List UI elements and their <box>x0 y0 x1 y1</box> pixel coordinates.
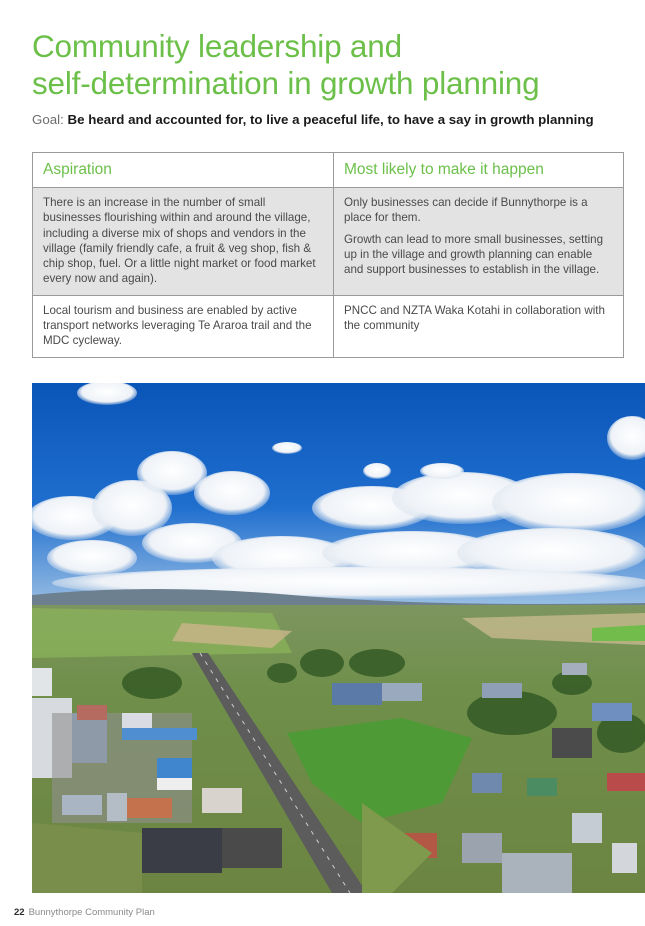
page-title-line-1: Community leadership and <box>32 28 402 64</box>
aerial-photo-illustration <box>32 383 645 893</box>
goal-statement <box>32 111 642 128</box>
column-header-enablers: Most likely to make it happen <box>334 153 624 188</box>
enablers-cell <box>334 188 624 296</box>
aspiration-cell: There is an increase in the number of small businesses flourishing within and around the village, including a diverse mix of shops and vendors in the village (family friendly cafe, a fruit & veg shop, fish & chip shop, fuel. Or a little night market or food market every now and again). <box>33 188 334 296</box>
page-footer <box>14 907 155 918</box>
aspiration-cell: Local tourism and business are enabled by active transport networks leveraging Te Araroa trail and the MDC cycleway. <box>33 295 334 357</box>
goal-label: Goal: <box>32 112 64 127</box>
goal-text: Be heard and accounted for, to live a peaceful life, to have a say in growth planning <box>67 112 594 127</box>
aerial-photo <box>32 383 645 893</box>
table-row <box>33 188 624 296</box>
aspirations-table <box>32 152 624 358</box>
table-row <box>33 295 624 357</box>
column-header-aspiration: Aspiration <box>33 153 334 188</box>
table-header-row <box>33 153 624 188</box>
enabler-text: Growth can lead to more small businesses, setting up in the village and growth planning can enable and support businesses to establish in the village. <box>344 232 604 277</box>
document-title: Bunnythorpe Community Plan <box>28 907 155 918</box>
enabler-text: PNCC and NZTA Waka Kotahi in collaboration with the community <box>344 303 605 333</box>
enabler-text: Only businesses can decide if Bunnythorpe is a place for them. <box>344 196 588 225</box>
page-title-line-2: self-determination in growth planning <box>32 65 540 101</box>
page-title <box>32 28 632 102</box>
enablers-cell <box>334 295 624 357</box>
page-number: 22 <box>14 907 25 918</box>
